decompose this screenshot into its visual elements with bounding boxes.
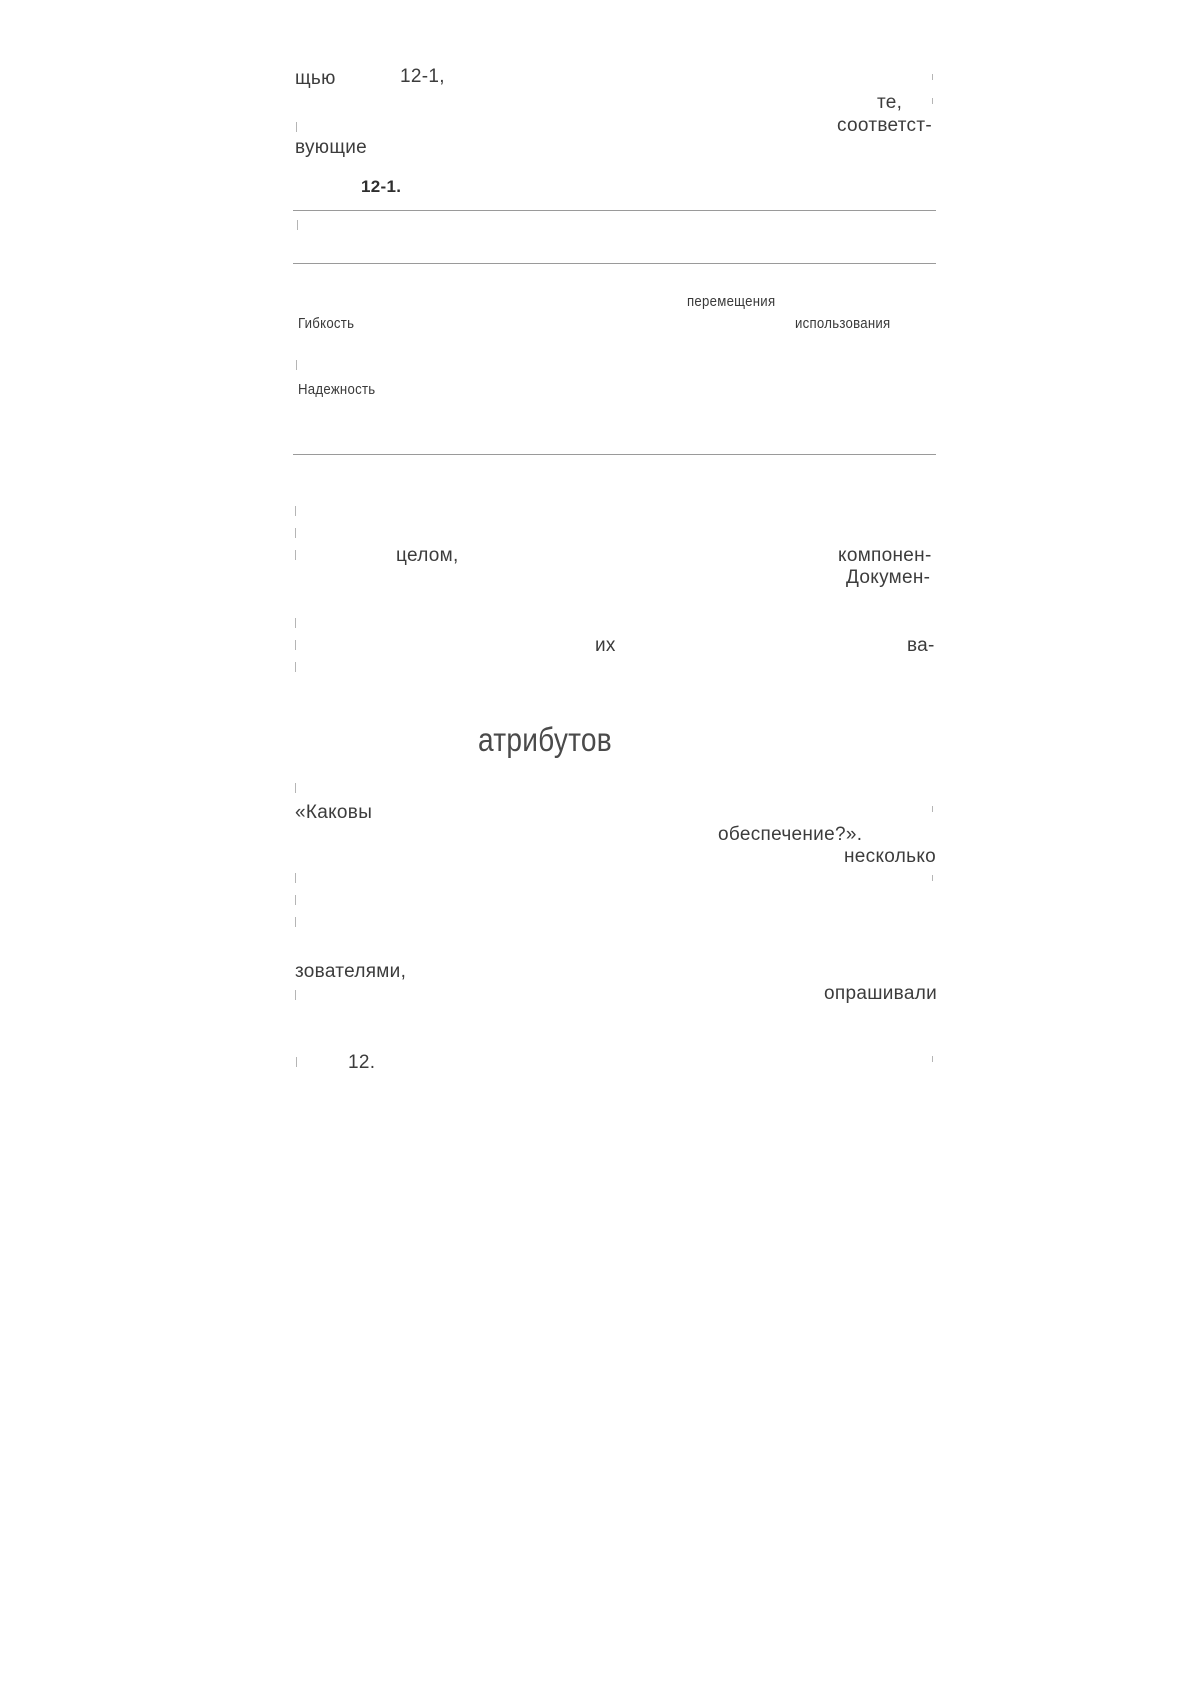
text-fragment: те, xyxy=(877,92,903,113)
text-fragment: несколько xyxy=(844,846,937,867)
text-fragment: щью xyxy=(295,68,336,89)
scan-mark xyxy=(295,640,296,650)
table-cell: Гибкость xyxy=(298,315,355,332)
table-cell: перемещения xyxy=(687,293,776,310)
scan-mark xyxy=(295,528,296,538)
text-fragment: Докумен- xyxy=(846,567,931,588)
scan-mark xyxy=(295,662,296,672)
table-bottom-rule xyxy=(293,454,936,455)
text-fragment: «Каковы xyxy=(295,802,373,823)
scan-mark xyxy=(932,74,933,80)
scan-mark xyxy=(295,990,296,1000)
scan-mark xyxy=(932,98,933,104)
scan-mark xyxy=(295,895,296,905)
scan-mark xyxy=(932,875,933,881)
scan-mark xyxy=(295,917,296,927)
text-fragment: соответст- xyxy=(837,115,932,136)
text-fragment: вующие xyxy=(295,137,368,158)
scan-mark xyxy=(295,550,296,560)
table-cell: Надежность xyxy=(298,381,376,398)
scan-mark xyxy=(297,220,298,230)
scan-mark xyxy=(295,783,296,793)
table-caption: 12-1. xyxy=(361,177,402,196)
scan-mark xyxy=(296,122,297,132)
scan-mark xyxy=(296,1057,297,1067)
scan-mark xyxy=(296,360,297,370)
scan-mark xyxy=(932,1056,933,1062)
text-fragment: опрашивали xyxy=(824,983,937,1004)
table-header-rule xyxy=(293,263,936,264)
text-fragment: целом, xyxy=(396,545,459,566)
scan-mark xyxy=(295,506,296,516)
scan-mark xyxy=(295,873,296,883)
text-fragment: 12. xyxy=(348,1052,376,1073)
table-cell: использования xyxy=(795,315,891,332)
text-fragment: компонен- xyxy=(838,545,932,566)
table-top-rule xyxy=(293,210,936,211)
text-fragment: их xyxy=(595,635,616,656)
scan-mark xyxy=(295,618,296,628)
section-heading: атрибутов xyxy=(478,721,612,758)
text-fragment: ва- xyxy=(907,635,935,656)
text-fragment: 12-1, xyxy=(400,66,445,87)
text-fragment: зователями, xyxy=(295,961,407,982)
scan-mark xyxy=(932,806,933,812)
text-fragment: обеспечение?». xyxy=(718,824,863,845)
